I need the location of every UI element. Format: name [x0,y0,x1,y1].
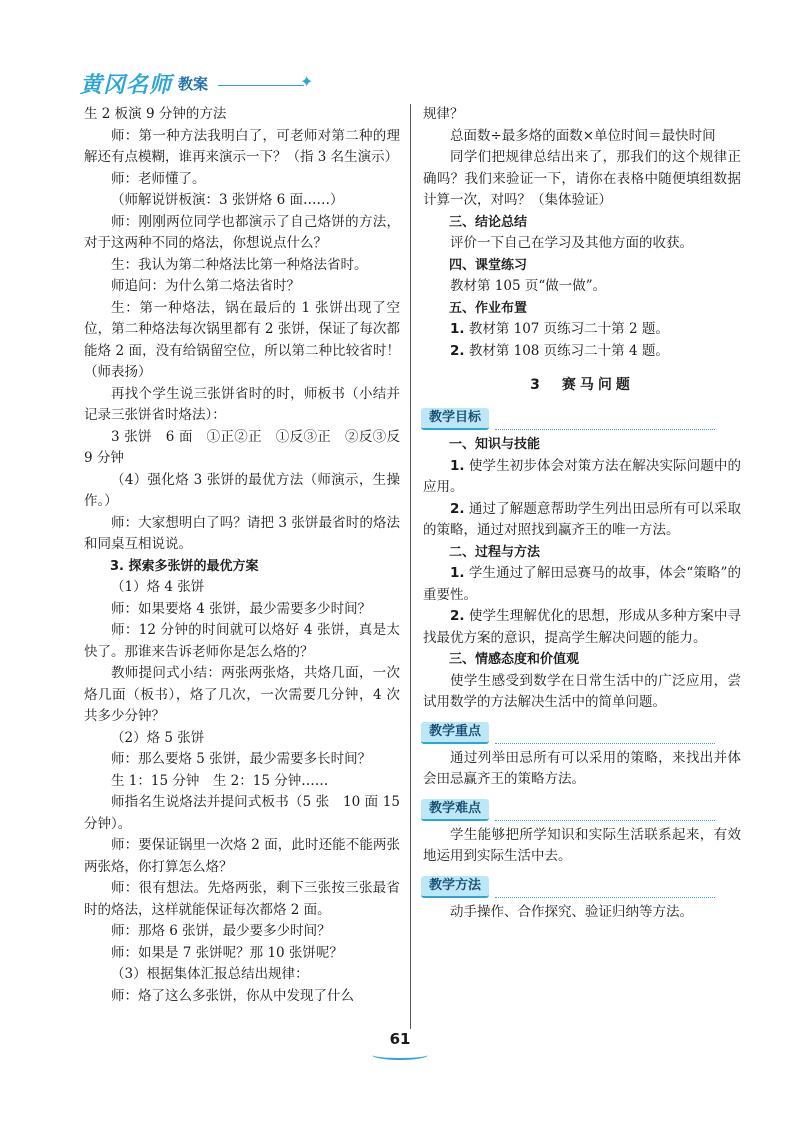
item-number: 1. [450,565,465,581]
page-number-ornament [372,1050,428,1060]
goal-heading: 三、情感态度和价值观 [449,652,580,667]
tag-rule [495,743,715,744]
paragraph: 同学们把规律总结出来了，那我们的这个规律正确吗？我们来验证一下，请你在表格中随便填组数据计算一次，对吗？（集体验证） [423,149,741,208]
lesson-title: 3 赛马问题 [530,377,634,393]
tag-row [421,799,741,821]
paragraph: 教材第 105 页“做一做”。 [450,278,607,294]
paragraph: 使学生感受到数学在日常生活中的广泛应用，尝试用数学的方法解决生活中的简单问题。 [423,672,741,710]
paragraph: 规律？ [423,106,464,122]
paragraph: 总面数÷最多烙的面数×单位时间＝最快时间 [450,127,716,144]
tag-methods: 教学方法 [421,876,489,898]
brand-subtitle: 教案 [178,75,209,93]
item-text: 通过了解题意帮助学生列出田忌所有可以采取的策略，通过对照找到赢齐王的唯一方法。 [423,500,741,538]
paragraph: 师：刚刚两位同学也都演示了自己烙饼的方法，对于这两种不同的烙法，你想说点什么？ [84,213,400,251]
section-heading-exercise: 四、课堂练习 [449,257,528,273]
section-heading-conclusion: 三、结论总结 [449,214,528,230]
item-number: 1. [450,321,465,337]
paragraph: 3 张饼 6 面 ①正②正 ①反③正 ②反③反 9 分钟 [84,428,414,466]
homework-item [423,319,741,341]
paragraph: （师解说饼板演：3 张饼烙 6 面……） [111,192,344,208]
right-column [423,104,741,923]
paragraph: 动手操作、合作探究、验证归纳等方法。 [450,903,693,920]
section-heading-homework: 五、作业布置 [449,300,528,316]
paragraph: （2）烙 5 张饼 [111,729,205,746]
item-number: 2. [450,500,465,517]
paragraph: （4）强化烙 3 张饼的最优方法（师演示，生操作。） [84,471,400,509]
item-text: 学生通过了解田忌赛马的故事，体会“策略”的重要性。 [423,565,741,603]
paragraph: 师：那么要烙 5 张饼，最少需要多长时间？ [111,751,372,767]
item-number: 2. [450,608,465,624]
paragraph: 师：大家想明白了吗？请把 3 张饼最省时的烙法和同桌互相说说。 [84,514,400,552]
paragraph: 师：如果要烙 4 张饼，最少需要多少时间？ [111,600,372,617]
paragraph: 生：第一种烙法，锅在最后的 1 张饼出现了空位，第二种烙法每次锅里都有 2 张饼，保证了每次都能烙 2 面，没有给锅留空位，所以第二种比较省时！（师表扬） [84,299,400,380]
item-number: 2. [450,342,465,359]
paragraph: 教师提问式小结：两张两张烙，共烙几面，一次烙几面（板书），烙了几次，一次需要几分钟，4 次共多少分钟？ [84,665,400,724]
goal-item [423,456,741,499]
paragraph: 师：12 分钟的时间就可以烙好 4 张饼，真是太快了。那谁来告诉老师你是怎么烙的？ [84,622,400,660]
homework-item [423,341,741,363]
paragraph: 师：老师懂了。 [111,170,206,187]
tag-rule [495,897,715,898]
tag-row [421,876,741,898]
tag-rule [495,820,715,821]
paragraph: 生：我认为第二种烙法比第一种烙法省时。 [111,256,368,273]
tag-row [421,722,741,744]
column-divider [410,104,411,1029]
paragraph: 师：很有想法。先烙两张，剩下三张按三张最省时的烙法，这样就能保证每次都烙 2 面。 [84,880,400,918]
page-number: 61 [389,1030,411,1048]
item-text: 使学生理解优化的思想，形成从多种方案中寻找最优方案的意识，提高学生解决问题的能力。 [423,608,741,646]
paragraph: 生 2 板演 9 分钟的方法 [84,106,227,122]
item-text: 教材第 107 页练习二十第 2 题。 [464,321,669,337]
paragraph: 师：要保证锅里一次烙 2 面，此时还能不能两张两张烙，你打算怎么烙？ [84,837,400,875]
paragraph: 再找个学生说三张饼省时的时，师板书（小结并记录三张饼省时烙法）： [84,385,400,423]
brand-header [80,68,208,99]
goal-item [423,563,741,606]
tag-difficulties: 教学难点 [421,799,489,821]
paragraph: （3）根据集体汇报总结出规律： [111,966,309,982]
left-column [84,104,414,1007]
paragraph: 生 1：15 分钟 生 2：15 分钟…… [111,772,329,789]
tag-key-points: 教学重点 [421,722,489,744]
goal-heading: 一、知识与技能 [449,437,541,452]
tag-rule [495,429,715,430]
paragraph: 师：烙了这么多张饼，你从中发现了什么 [111,987,354,1004]
paragraph: （1）烙 4 张饼 [111,579,205,595]
goal-heading: 二、过程与方法 [449,544,541,560]
goal-item [423,606,741,649]
item-text: 使学生初步体会对策方法在解决实际问题中的应用。 [423,457,741,495]
subsection-heading: 3. 探索多张饼的最优方案 [110,558,259,574]
goal-item [423,499,741,542]
paragraph: 师指名生说烙法并提问式板书（5 张 10 面 15 分钟）。 [84,794,400,832]
paragraph: 通过列举田忌所有可以采用的策略，来找出并体会田忌赢齐王的策略方法。 [423,749,741,787]
item-number: 1. [450,457,465,474]
tag-row [421,408,741,430]
paragraph: 师：那烙 6 张饼，最少要多少时间？ [111,923,331,939]
paragraph: 师：如果是 7 张饼呢？那 10 张饼呢？ [111,944,343,961]
header-rule [218,85,304,86]
paragraph: 师追问：为什么第二烙法省时？ [111,278,300,294]
paragraph: 学生能够把所学知识和实际生活联系起来，有效地运用到实际生活中去。 [423,826,741,864]
sparkle-icon: ✦ [300,72,314,91]
item-text: 教材第 108 页练习二十第 4 题。 [464,342,669,359]
tag-teaching-goals: 教学目标 [421,408,489,430]
paragraph: 评价一下自己在学习及其他方面的收获。 [450,235,693,251]
paragraph: 师：第一种方法我明白了，可老师对第二种的理解还有点模糊，谁再来演示一下？（指 3 名生演示） [84,127,400,165]
brand-logo: 黄冈名师 [80,73,173,98]
